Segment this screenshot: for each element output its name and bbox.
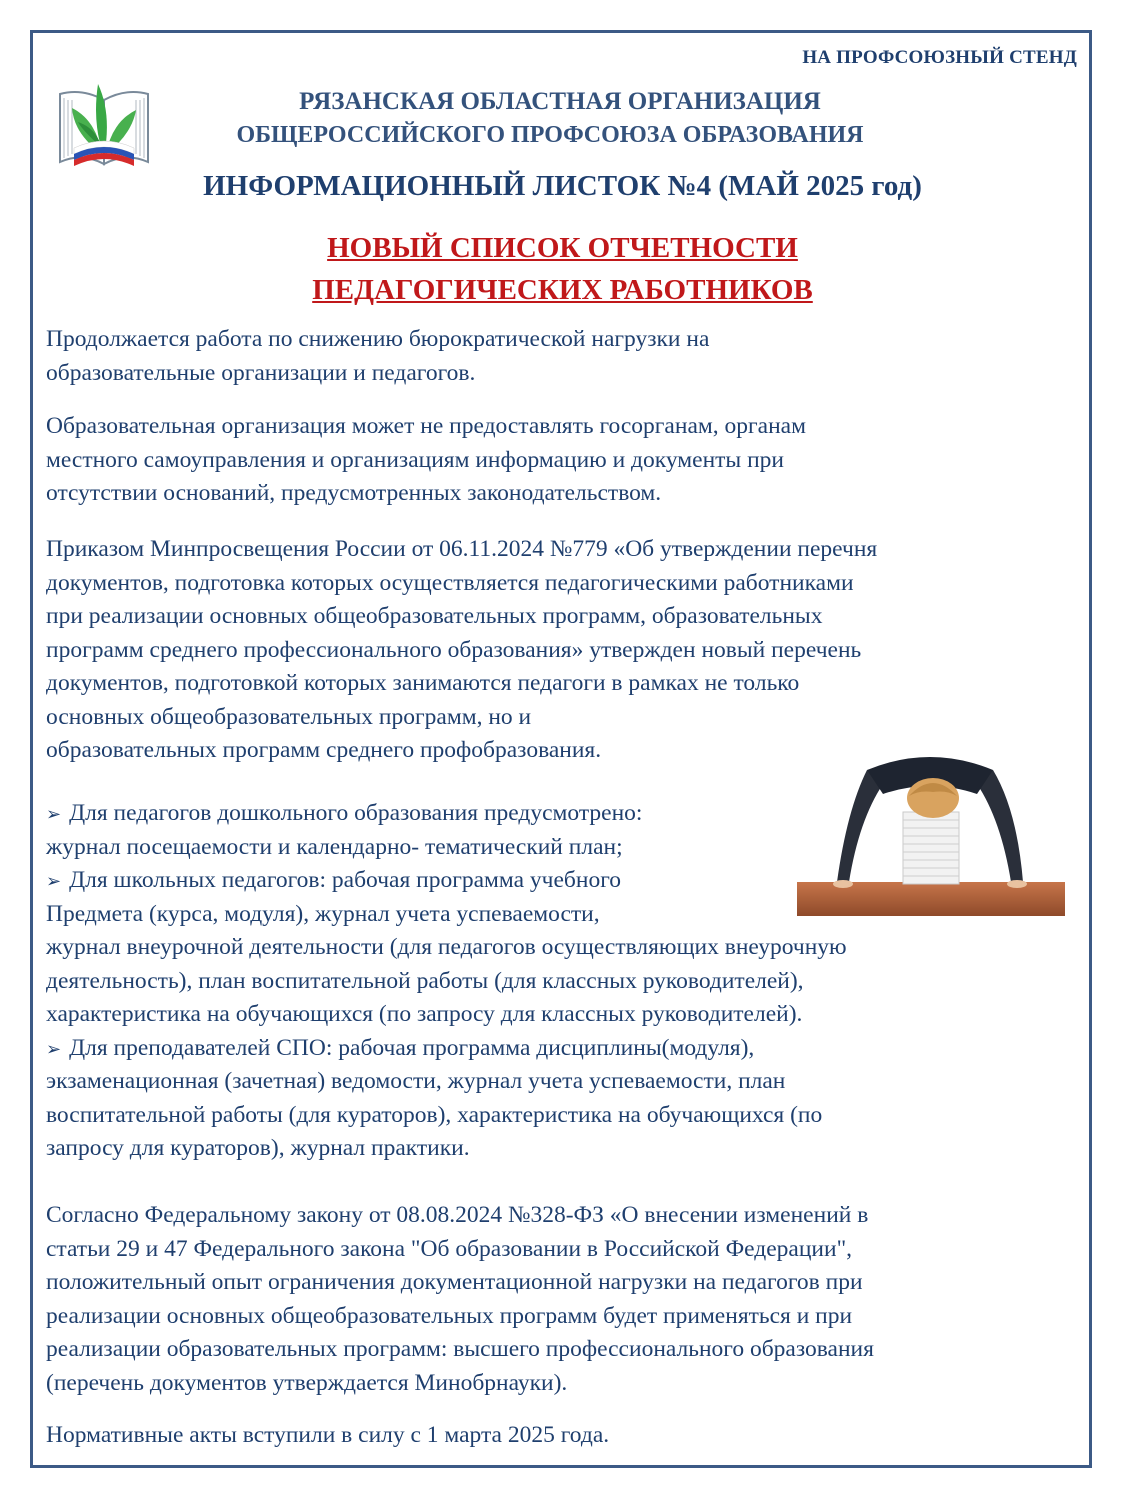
org-name-line2: ОБЩЕРОССИЙСКОГО ПРОФСОЮЗА ОБРАЗОВАНИЯ (236, 122, 864, 148)
text-line: (перечень документов утверждается Минобрнауки). (46, 1369, 568, 1396)
paragraph-1 (46, 323, 1086, 390)
text-line: положительный опыт ограничения документационной нагрузки на педагогов при (46, 1269, 863, 1295)
text-line: документов, подготовка которых осуществляется педагогическими работниками (46, 569, 854, 596)
list-item-continuation: воспитательной работы (для кураторов), характеристика на обучающихся (по (46, 1101, 823, 1128)
paragraph-3 (46, 533, 1086, 768)
list-item-continuation: экзаменационная (зачетная) ведомости, журнал учета успеваемости, план (46, 1068, 786, 1094)
text-line: статьи 29 и 47 Федерального закона "Об образовании в Российской Федерации", (46, 1235, 853, 1262)
leaflet-title: ИНФОРМАЦИОННЫЙ ЛИСТОК №4 (МАЙ 2025 год) (203, 170, 922, 202)
text-line: Согласно Федеральному закону от 08.08.2024 №328-ФЗ «О внесении изменений в (46, 1202, 869, 1228)
text-line: отсутствии оснований, предусмотренных законодательством. (46, 480, 662, 506)
list-item-continuation: характеристика на обучающихся (по запросу для классных руководителей). (46, 1001, 803, 1027)
text-line: Приказом Минпросвещения России от 06.11.2024 №779 «Об утверждении перечня (46, 536, 878, 562)
list-item-continuation: журнал посещаемости и календарно- тематический план; (46, 833, 623, 860)
text-line: местного самоуправления и организациям информацию и документы при (46, 446, 784, 473)
org-name-line1: РЯЗАНСКАЯ ОБЛАСТНАЯ ОРГАНИЗАЦИЯ (299, 88, 821, 115)
stend-label: НА ПРОФСОЮЗНЫЙ СТЕНД (802, 47, 1077, 68)
paragraph-2 (46, 410, 1086, 511)
text-line: Образовательная организация может не предоставлять госорганам, органам (46, 413, 806, 439)
list-item: ➢ Для преподавателей СПО: рабочая программа дисциплины(модуля), (46, 1034, 755, 1061)
list-item-continuation: Предмета (курса, модуля), журнал учета успеваемости, (46, 900, 600, 927)
text-line: Нормативные акты вступили в силу с 1 марта 2025 года. (46, 1422, 610, 1448)
document-list (46, 797, 1086, 1166)
text-line: Продолжается работа по снижению бюрократической нагрузки на (46, 326, 710, 352)
text-line: основных общеобразовательных программ, но и (46, 703, 532, 730)
text-line: реализации образовательных программ: высшего профессионального образования (46, 1336, 874, 1362)
text-line: документов, подготовкой которых занимаются педагоги в рамках не только (46, 670, 800, 696)
list-item: ➢ Для школьных педагогов: рабочая программа учебного (46, 867, 621, 893)
text-line: образовательных программ среднего профобразования. (46, 737, 602, 763)
arrow-bullet-icon: ➢ (46, 1038, 62, 1060)
union-logo-icon (52, 64, 156, 176)
list-item: ➢ Для педагогов дошкольного образования предусмотрено: (46, 800, 643, 826)
text-line: образовательные организации и педагогов. (46, 359, 476, 386)
text-line: программ среднего профессионального образования» утвержден новый перечень (46, 636, 862, 663)
paragraph-4 (46, 1199, 1086, 1400)
list-item-continuation: журнал внеурочной деятельности (для педагогов осуществляющих внеурочную (46, 934, 847, 960)
arrow-bullet-icon: ➢ (46, 871, 62, 892)
list-item-continuation: запросу для кураторов), журнал практики. (46, 1135, 470, 1161)
text-line: при реализации основных общеобразовательных программ, образовательных (46, 603, 823, 629)
paragraph-5 (46, 1419, 1086, 1453)
arrow-bullet-icon: ➢ (46, 804, 62, 825)
text-line: реализации основных общеобразовательных программ будет применяться и при (46, 1302, 853, 1329)
headline-line1: НОВЫЙ СПИСОК ОТЧЕТНОСТИ (327, 232, 798, 264)
list-item-continuation: деятельность), план воспитательной работы (для классных руководителей), (46, 967, 804, 994)
headline-line2: ПЕДАГОГИЧЕСКИХ РАБОТНИКОВ (312, 274, 813, 306)
